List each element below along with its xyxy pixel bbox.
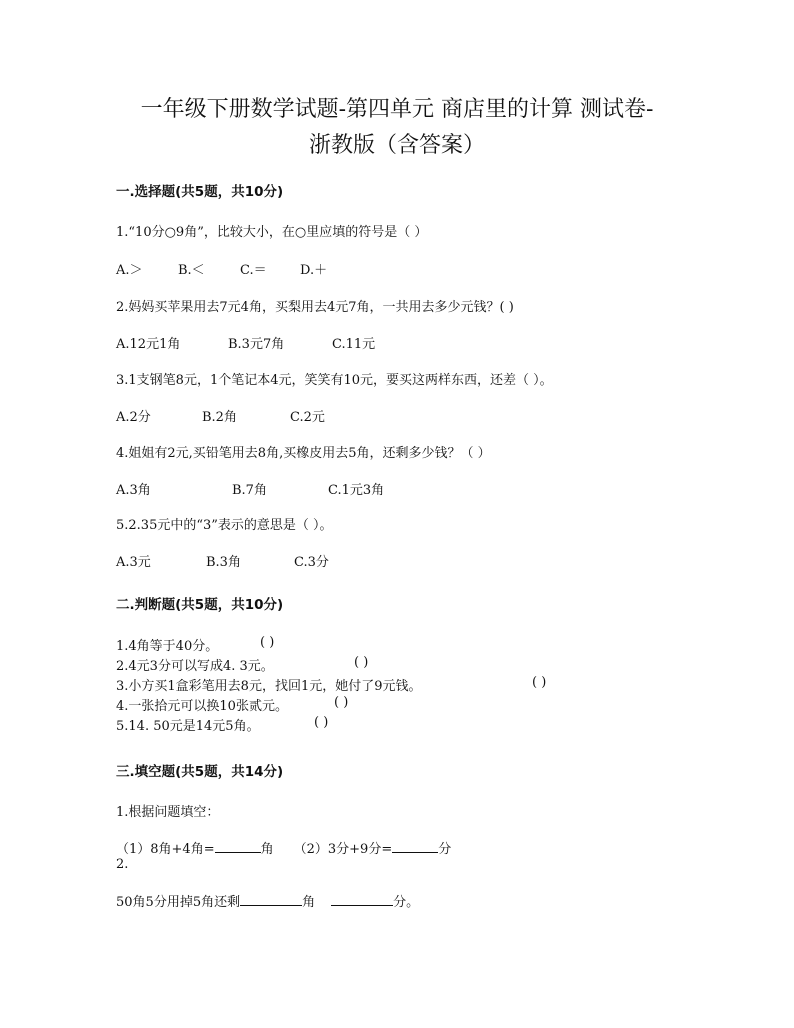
judgement-item-text: 1.4角等于40分。 [116,639,219,654]
unit-label: 分 [438,842,452,857]
option-b: B.2角 [202,410,237,425]
option-a: A.12元1角 [116,337,181,352]
option-a: A.＞ [116,263,143,278]
option-a: A.3角 [116,483,151,498]
option-b: B.7角 [232,483,267,498]
fill-blank-row [116,838,451,857]
question-number: 2. [116,857,129,872]
unit-label: 角 [302,895,316,910]
option-a: A.3元 [116,555,151,570]
option-c: C.＝ [240,263,267,278]
question-text: 3.1支钢笔8元，1个笔记本4元，笑笑有10元，要买这两样东西，还差（ ）。 [116,373,553,388]
unit-label: 角 [260,842,274,857]
answer-parentheses: ( ) [532,675,547,690]
question-text: 4.姐姐有2元,买铅笔用去8角,买橡皮用去5角，还剩多少钱？（ ） [116,446,491,461]
answer-blank[interactable] [215,840,261,853]
answer-parentheses: ( ) [354,655,369,670]
option-c: C.3分 [294,555,329,570]
section-header-fill-blank: 三.填空题(共5题，共14分) [116,764,284,780]
question-text: 1.“10分○9角”，比较大小，在○里应填的符号是（ ） [116,225,428,240]
question-text: 1.根据问题填空： [116,805,220,820]
section-header-choice: 一.选择题(共5题，共10分) [116,184,284,200]
answer-parentheses: ( ) [314,715,329,730]
fill-blank-row [116,891,419,910]
document-title-line-2: 浙教版（含答案） [308,133,485,158]
option-c: C.11元 [332,337,376,352]
option-b: B.＜ [178,263,205,278]
option-a: A.2分 [116,410,151,425]
answer-parentheses: ( ) [260,635,275,650]
judgement-item-text: 3.小方买1盒彩笔用去8元，找回1元，她付了9元钱。 [116,679,422,694]
answer-blank[interactable] [331,893,393,906]
option-c: C.2元 [290,410,325,425]
option-b: B.3角 [206,555,241,570]
judgement-item-text: 5.14. 50元是14元5角。 [116,719,260,734]
option-c: C.1元3角 [328,483,385,498]
judgement-item-text: 2.4元3分可以写成4. 3元。 [116,659,274,674]
document-title-line-1: 一年级下册数学试题-第四单元 商店里的计算 测试卷- [140,97,654,122]
judgement-item-text: 4.一张拾元可以换10张贰元。 [116,699,288,714]
answer-blank[interactable] [392,840,438,853]
fill-blank-prefix: （2）3分+9分= [293,842,393,857]
option-b: B.3元7角 [228,337,285,352]
fill-blank-prefix: 50角5分用掉5角还剩 [116,895,241,910]
answer-blank[interactable] [240,893,302,906]
option-d: D.＋ [300,263,328,278]
section-header-judgement: 二.判断题(共5题，共10分) [116,597,284,613]
fill-blank-prefix: （1）8角+4角= [116,842,215,857]
unit-label: 分。 [393,895,420,910]
answer-parentheses: ( ) [334,695,349,710]
question-text: 5.2.35元中的“3”表示的意思是（ ）。 [116,518,333,533]
question-text: 2.妈妈买苹果用去7元4角，买梨用去4元7角，一共用去多少元钱？( ) [116,300,514,315]
